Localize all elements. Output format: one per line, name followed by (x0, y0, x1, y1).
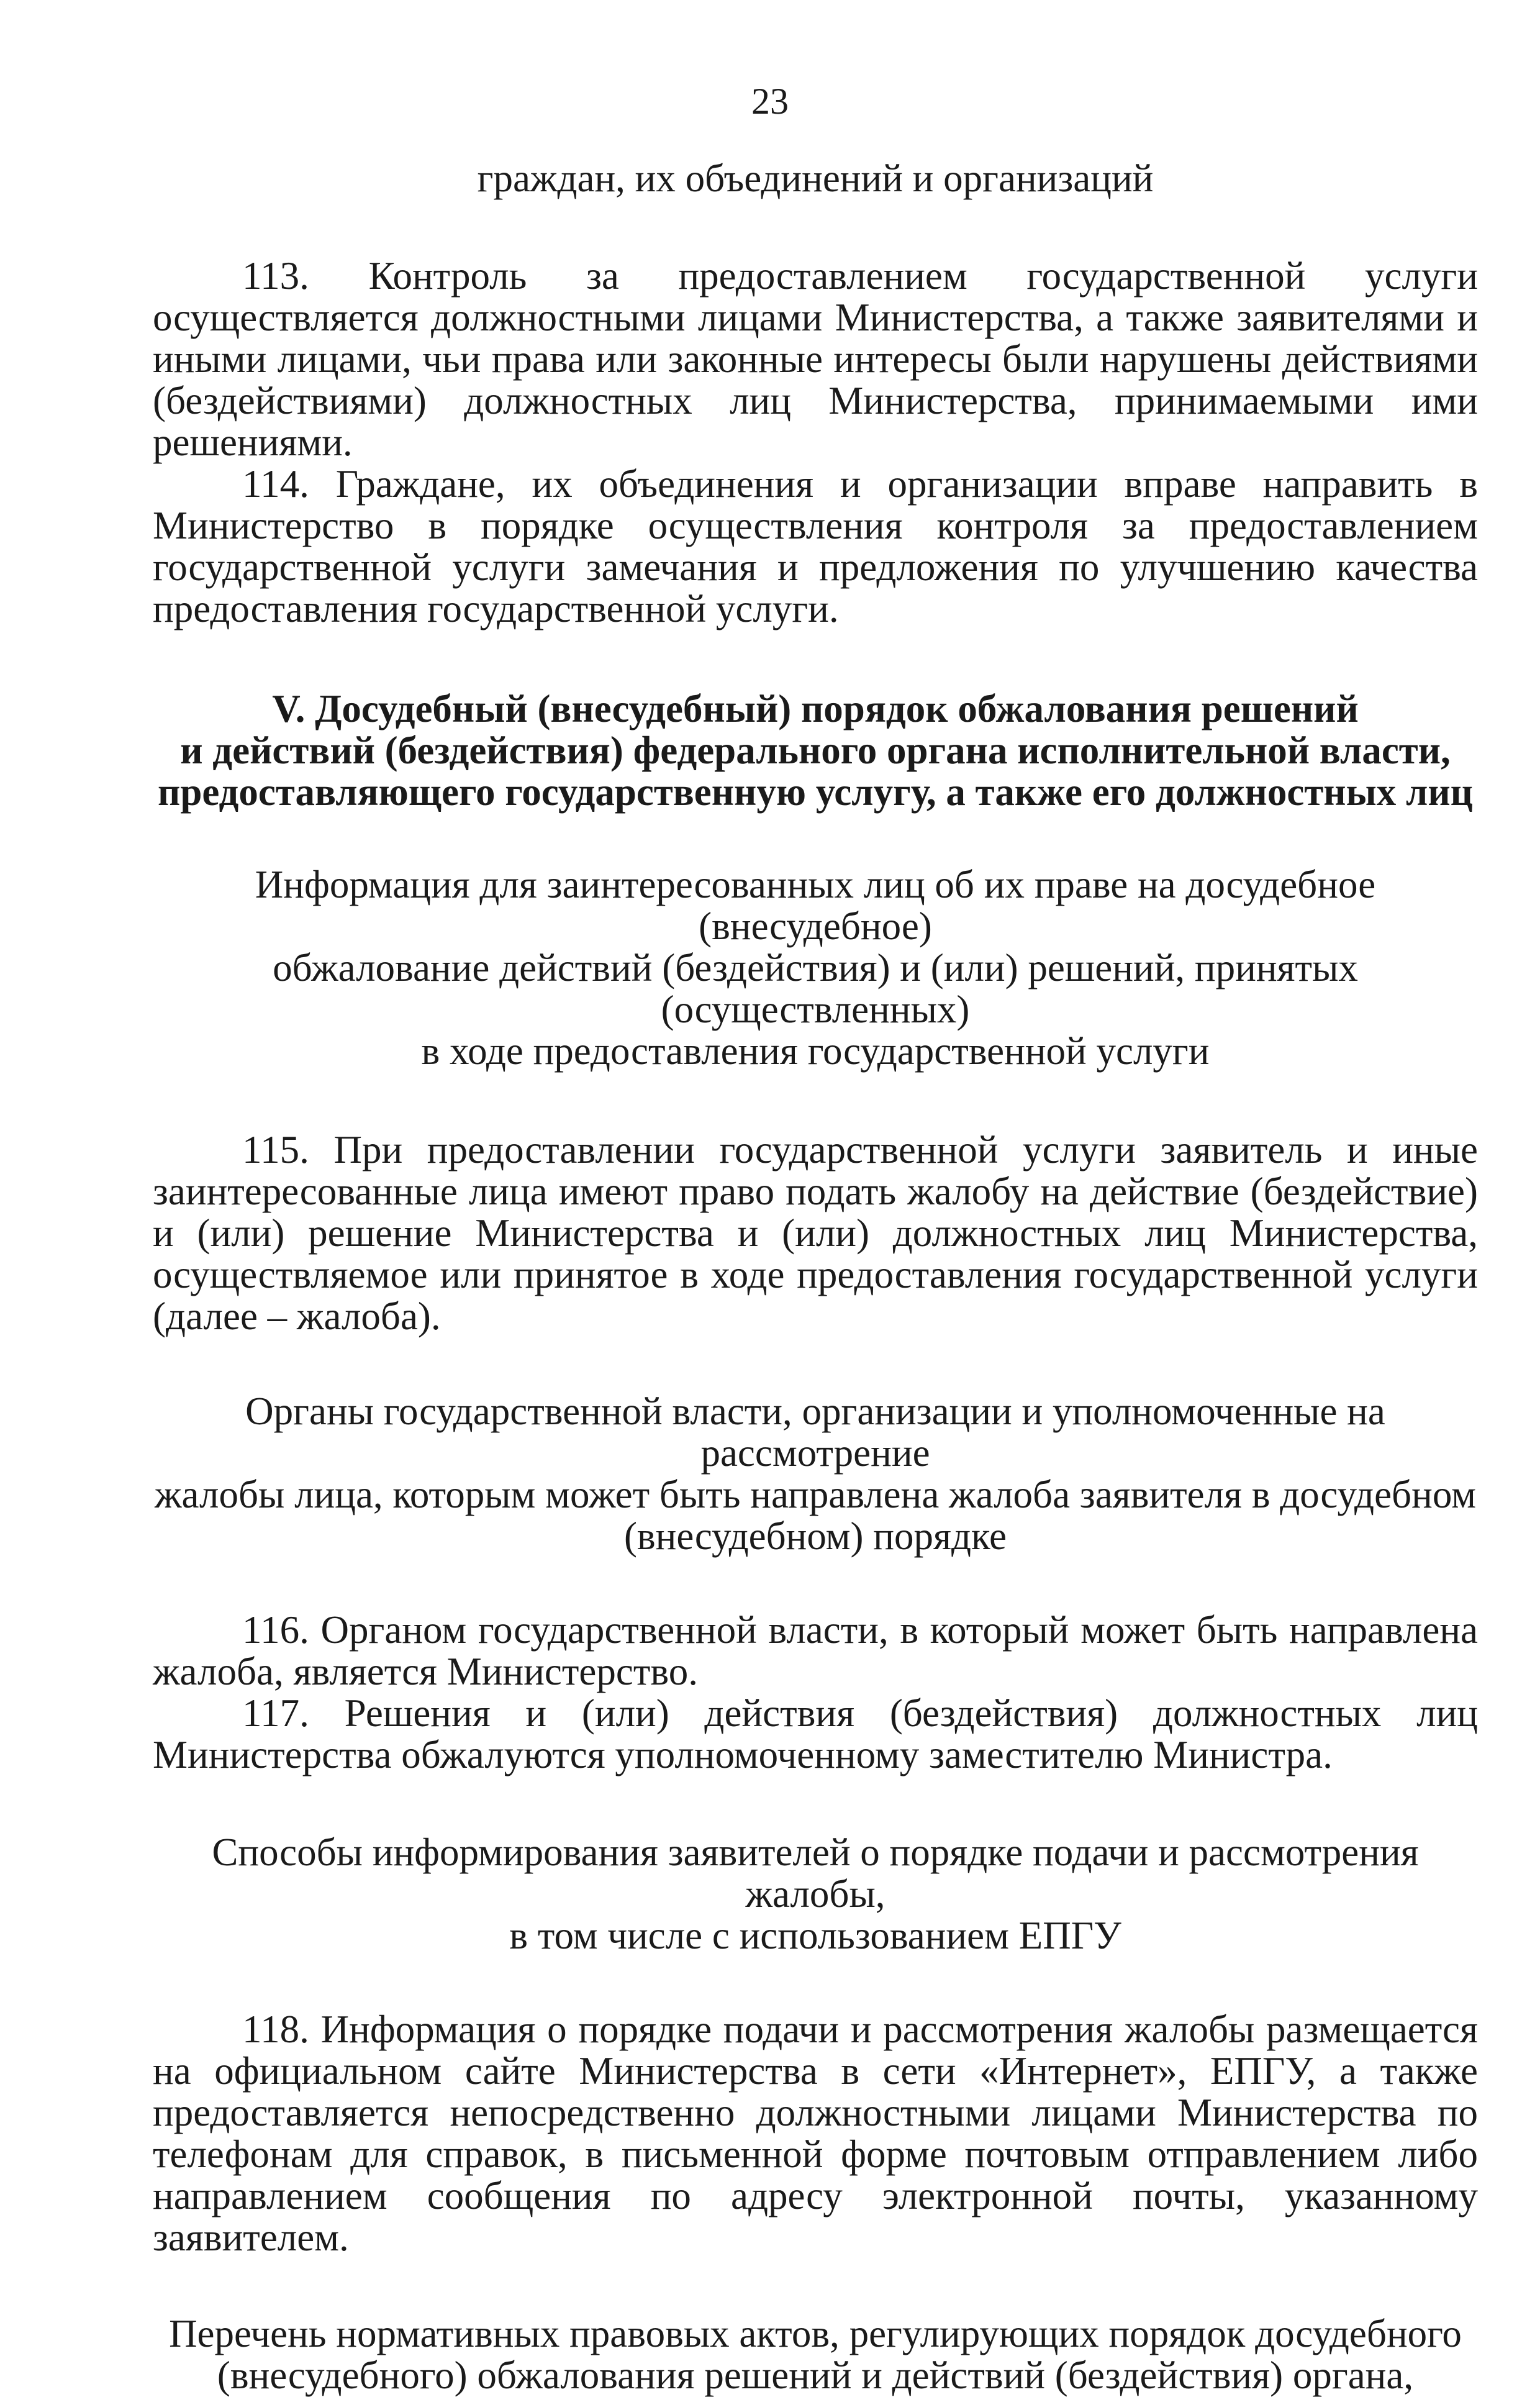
page-number: 23 (751, 81, 789, 122)
section-v-heading-line: и действий (бездействия) федерального органа исполнительной власти, (180, 729, 1451, 772)
paragraph-116: 116. Органом государственной власти, в который может быть направлена жалоба, является Министерство. (153, 1608, 1478, 1693)
subheading-complaint-info (153, 864, 1478, 1072)
paragraph-113: 113. Контроль за предоставлением государственной услуги осуществляется должностными лицами Министерства, а также заявителями и иными лицами, чьи права или законные интересы были нарушены действиями (бездействиями) должностных лиц Министерства, принимаемыми ими решениями. (153, 254, 1478, 464)
paragraph-114: 114. Граждане, их объединения и организации вправе направить в Министерство в порядке осуществления контроля за предоставлением государственной услуги замечания и предложения по улучшению качества предоставления государственной услуги. (153, 462, 1478, 630)
paragraph-115: 115. При предоставлении государственной услуги заявитель и иные заинтересованные лица имеют право подать жалобу на действие (бездействие) и (или) решение Министерства и (или) должностных лиц Министерства, осуществляемое или принятое в ходе предоставления государственной услуги (далее – жалоба). (153, 1128, 1478, 1338)
section-v-heading-line: V. Досудебный (внесудебный) порядок обжалования решений (272, 687, 1359, 730)
subheading-line: обжалование действий (бездействия) и (или) решений, принятых (осуществленных) (273, 946, 1358, 1031)
paragraph-117: 117. Решения и (или) действия (бездействия) должностных лиц Министерства обжалуются уполномоченному заместителю Министра. (153, 1691, 1478, 1776)
paragraph-118: 118. Информация о порядке подачи и рассмотрения жалобы размещается на официальном сайте Министерства в сети «Интернет», ЕПГУ, а также предоставляется непосредственно должностными лицами Министерства по телефонам для справок, в письменной форме почтовым отправлением либо направлением сообщения по адресу электронной почты, указанному заявителем. (153, 2008, 1478, 2259)
section-v-heading (153, 688, 1478, 813)
subheading-complaint-bodies (153, 1391, 1478, 1557)
subheading-line: Перечень нормативных правовых актов, регулирующих порядок досудебного (169, 2312, 1462, 2355)
subheading-regulatory-acts (153, 2313, 1478, 2396)
page-content (153, 158, 1478, 2396)
subheading-line: жалобы лица, которым может быть направлена жалоба заявителя в досудебном (154, 1473, 1476, 1516)
subheading-line: в том числе с использованием ЕПГУ (509, 1914, 1121, 1957)
subheading-line: в ходе предоставления государственной услуги (421, 1029, 1210, 1073)
section-v-heading-line: предоставляющего государственную услугу, а также его должностных лиц (158, 770, 1473, 814)
subheading-informing-methods (153, 1832, 1478, 1957)
subheading-line: Органы государственной власти, организации и уполномоченные на рассмотрение (245, 1390, 1385, 1475)
subheading-line: (внесудебном) порядке (623, 1514, 1007, 1558)
subheading-line: Информация для заинтересованных лиц об их праве на досудебное (внесудебное) (255, 863, 1376, 948)
subheading-line: (внесудебного) обжалования решений и действий (бездействия) органа, (217, 2354, 1414, 2397)
heading-continuation: граждан, их объединений и организаций (477, 157, 1154, 200)
subheading-line: Способы информирования заявителей о порядке подачи и рассмотрения жалобы, (212, 1831, 1419, 1916)
